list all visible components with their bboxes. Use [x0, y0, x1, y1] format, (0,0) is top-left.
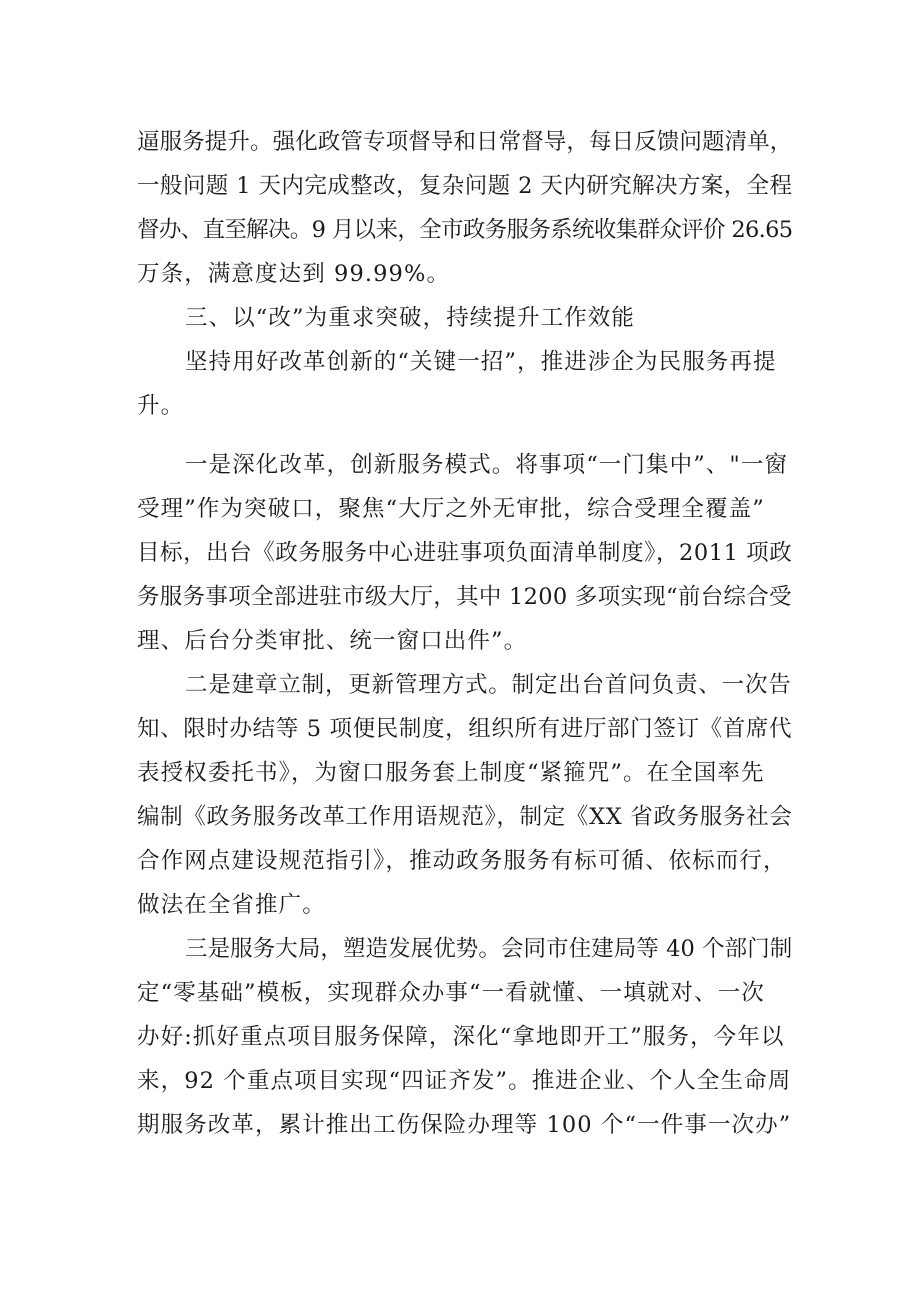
paragraph-line: 受理”作为突破口，聚焦“大厅之外无审批，综合受理全覆盖” [137, 496, 765, 522]
paragraph-line: 逼服务提升。强化政管专项督导和日常督导，每日反馈问题清单， [137, 129, 793, 155]
paragraph-line: 做法在全省推广。 [137, 892, 326, 918]
paragraph-line: 编制《政务服务改革工作用语规范》，制定《XX 省政务服务社会 [137, 804, 793, 830]
paragraph-line: 一般问题 1 天内完成整改，复杂问题 2 天内研究解决方案，全程 [137, 173, 793, 199]
paragraph-line: 表授权委托书》，为窗口服务套上制度“紧箍咒”。在全国率先 [137, 760, 765, 786]
paragraph-line: 万条，满意度达到 99.99%。 [137, 261, 451, 287]
paragraph-line: 务服务事项全部进驻市级大厅，其中 1200 多项实现“前台综合受 [137, 584, 792, 610]
paragraph-line: 办好:抓好重点项目服务保障，深化“拿地即开工”服务，今年以 [137, 1024, 785, 1050]
paragraph-line: 坚持用好改革创新的“关键一招”，推进涉企为民服务再提 [185, 349, 777, 375]
paragraph-line: 理、后台分类审批、统一窗口出件”。 [137, 628, 528, 654]
paragraph-line: 定“零基础”模板，实现群众办事“一看就懂、一填就对、一次 [137, 980, 765, 1006]
paragraph-line: 一是深化改革，创新服务模式。将事项“一门集中”、"一窗 [185, 452, 789, 478]
paragraph-line: 二是建章立制，更新管理方式。制定出台首问负责、一次告 [185, 672, 792, 698]
paragraph-line: 知、限时办结等 5 项便民制度，组织所有进厅部门签订《首席代 [137, 716, 793, 742]
paragraph-line: 合作网点建设规范指引》，推动政务服务有标可循、依标而行， [137, 848, 787, 874]
paragraph-line: 目标，出台《政务服务中心进驻事项负面清单制度》，2011 项政 [137, 540, 793, 566]
paragraph-line: 来，92 个重点项目实现“四证齐发”。推进企业、个人全生命周 [137, 1068, 792, 1094]
paragraph-line: 三是服务大局，塑造发展优势。会同市住建局等 40 个部门制 [185, 936, 793, 962]
paragraph-line: 督办、直至解决。9 月以来，全市政务服务系统收集群众评价 26.65 [137, 217, 793, 243]
paragraph-line: 期服务改革，累计推出工伤保险办理等 100 个“一件事一次办” [137, 1112, 792, 1138]
section-heading: 三、以“改”为重求突破，持续提升工作效能 [185, 305, 636, 331]
paragraph-line: 升。 [137, 393, 185, 419]
